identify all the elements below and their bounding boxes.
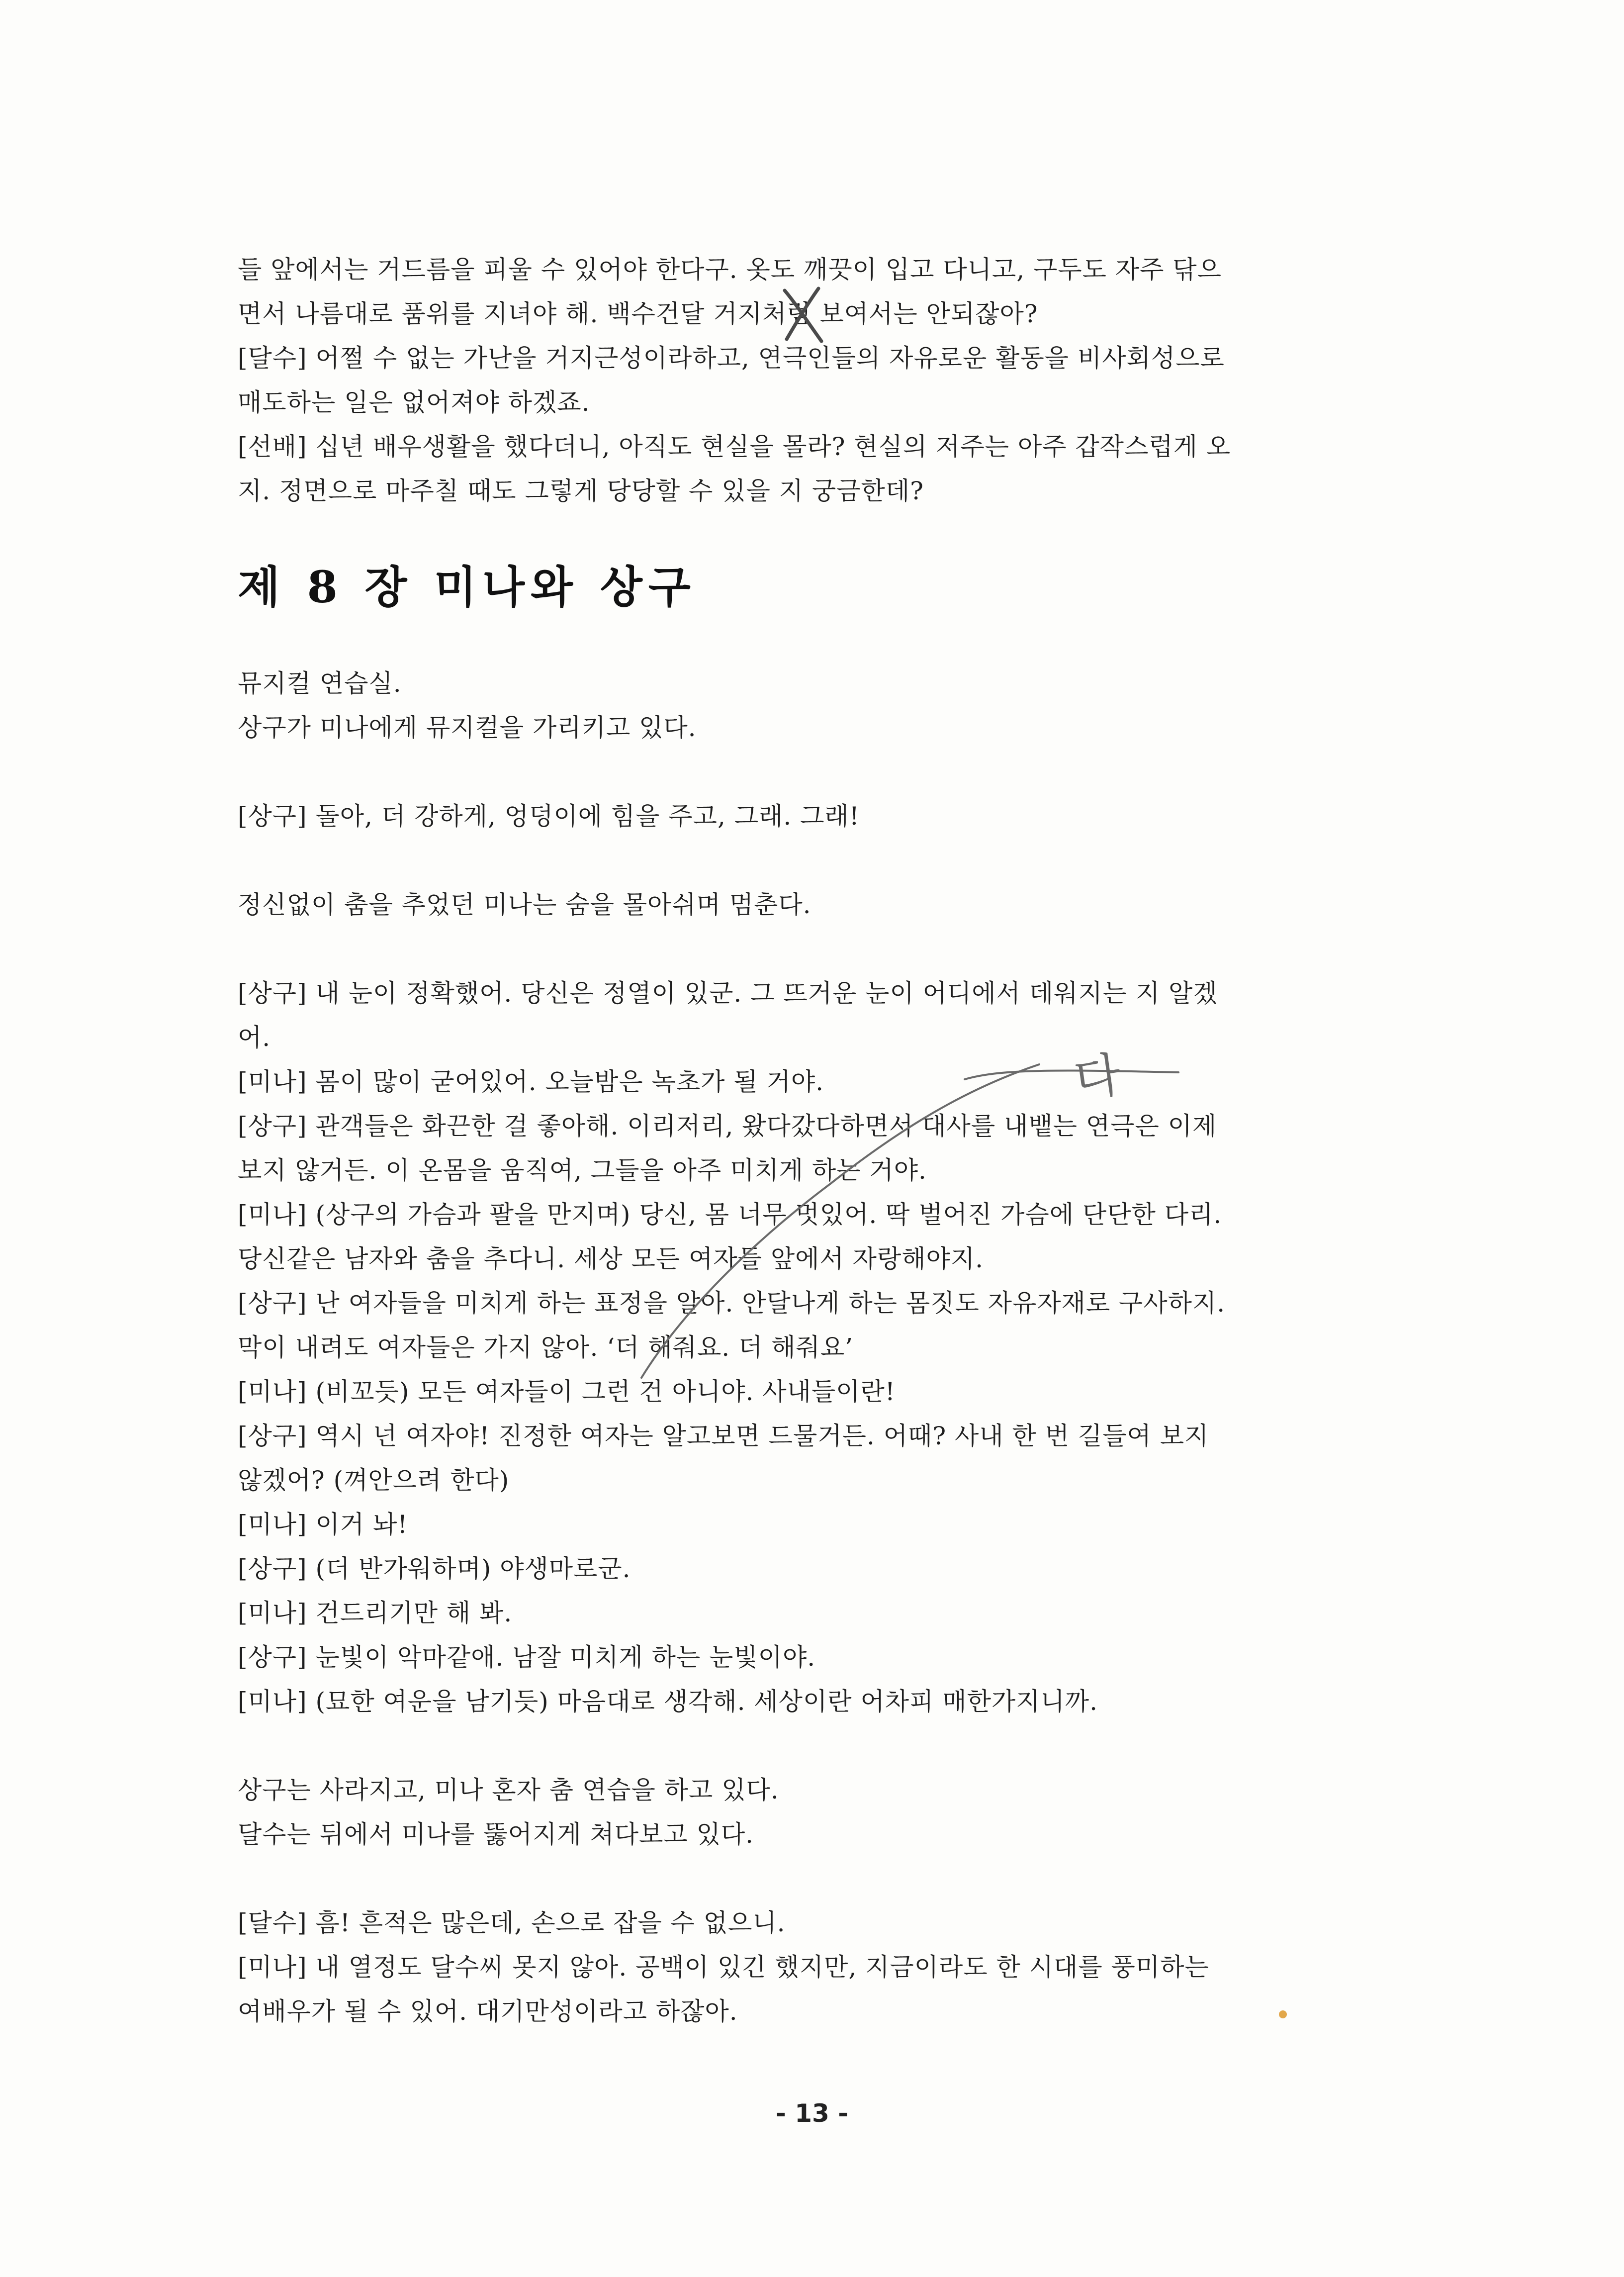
dialogue-line: [상구] 눈빛이 악마같애. 남잘 미치게 하는 눈빛이야. [238, 1643, 816, 1672]
dialogue-line: [미나] 이거 놔! [238, 1510, 408, 1539]
blank-line [238, 750, 1411, 794]
dialogue-line: [달수] 흠! 흔적은 많은데, 손으로 잡을 수 없으니. [238, 1908, 786, 1937]
stage-direction: 정신없이 춤을 추었던 미나는 숨을 몰아쉬며 멈춘다. [238, 890, 812, 919]
paper-stain [1279, 2010, 1287, 2018]
text-line: 면서 나름대로 품위를 지녀야 해. 백수건달 거지처럼 보여서는 안되잖아? [238, 299, 1038, 328]
page-number: - 13 - [776, 2099, 848, 2128]
dialogue-line: [상구] 내 눈이 정확했어. 당신은 정열이 있군. 그 뜨거운 눈이 어디에서 데워지는 지 알겠 [238, 979, 1218, 1008]
blank-line [238, 1857, 1411, 1901]
dialogue-line: [미나] (비꼬듯) 모든 여자들이 그런 건 아니야. 사내들이란! [238, 1377, 896, 1406]
dialogue-line: [상구] 관객들은 화끈한 걸 좋아해. 이리저리, 왔다갔다하면서 대사를 내뱉는 연극은 이제 [238, 1112, 1217, 1140]
stage-direction: 달수는 뒤에서 미나를 뚫어지게 쳐다보고 있다. [238, 1820, 754, 1849]
text-line: 들 앞에서는 거드름을 피울 수 있어야 한다구. 옷도 깨끗이 입고 다니고, 구두도 자주 닦으 [238, 255, 1222, 284]
scene-body [238, 662, 1411, 2034]
blank-line [238, 1724, 1411, 1768]
dialogue-line: 않겠어? (껴안으려 한다) [238, 1466, 510, 1495]
dialogue-line: [상구] (더 반가워하며) 야생마로군. [238, 1554, 631, 1583]
dialogue-line: [미나] 건드리기만 해 봐. [238, 1599, 513, 1627]
dialogue-line: 막이 내려도 여자들은 가지 않아. ‘더 해줘요. 더 해줘요’ [238, 1333, 854, 1362]
dialogue-line: [상구] 돌아, 더 강하게, 엉덩이에 힘을 주고, 그래. 그래! [238, 802, 860, 831]
blank-line [238, 927, 1411, 971]
text-line: 지. 정면으로 마주칠 때도 그렇게 당당할 수 있을 지 궁금한데? [238, 476, 924, 505]
stage-direction: 뮤지컬 연습실. [238, 669, 402, 698]
blank-line [238, 839, 1411, 883]
dialogue-line: 당신같은 남자와 춤을 추다니. 세상 모든 여자들 앞에서 자랑해야지. [238, 1244, 984, 1273]
stage-direction: 상구는 사라지고, 미나 혼자 춤 연습을 하고 있다. [238, 1776, 779, 1804]
dialogue-line: [상구] 난 여자들을 미치게 하는 표정을 알아. 안달나게 하는 몸짓도 자유자재로 구사하지. [238, 1289, 1226, 1318]
text-line: 매도하는 일은 없어져야 하겠죠. [238, 388, 590, 417]
dialogue-line: [상구] 역시 넌 여자야! 진정한 여자는 알고보면 드물거든. 어때? 사내 한 번 길들여 보지 [238, 1422, 1209, 1450]
text-line: [선배] 십년 배우생활을 했다더니, 아직도 현실을 몰라? 현실의 저주는 아주 갑작스럽게 오 [238, 432, 1231, 461]
chapter-title: 제 8 장 미나와 상구 [238, 561, 697, 613]
dialogue-line: [미나] (묘한 여운을 남기듯) 마음대로 생각해. 세상이란 어차피 매한가지니까. [238, 1687, 1098, 1716]
dialogue-line: [미나] (상구의 가슴과 팔을 만지며) 당신, 몸 너무 멋있어. 딱 벌어진 가슴에 단단한 다리. [238, 1200, 1222, 1229]
dialogue-continuation [238, 248, 1411, 513]
stage-direction: 상구가 미나에게 뮤지컬을 가리키고 있다. [238, 713, 697, 742]
dialogue-line: 어. [238, 1023, 271, 1052]
dialogue-line: 여배우가 될 수 있어. 대기만성이라고 하잖아. [238, 1997, 738, 2026]
handwritten-annotation: 다 [1071, 1046, 1125, 1108]
dialogue-line: [미나] 몸이 많이 굳어있어. 오늘밤은 녹초가 될 거야. [238, 1067, 824, 1096]
dialogue-line: 보지 않거든. 이 온몸을 움직여, 그들을 아주 미치게 하는 거야. [238, 1156, 927, 1185]
text-line: [달수] 어쩔 수 없는 가난을 거지근성이라하고, 연극인들의 자유로운 활동을 비사회성으로 [238, 344, 1225, 373]
dialogue-line: [미나] 내 열정도 달수씨 못지 않아. 공백이 있긴 했지만, 지금이라도 한 시대를 풍미하는 [238, 1953, 1209, 1982]
